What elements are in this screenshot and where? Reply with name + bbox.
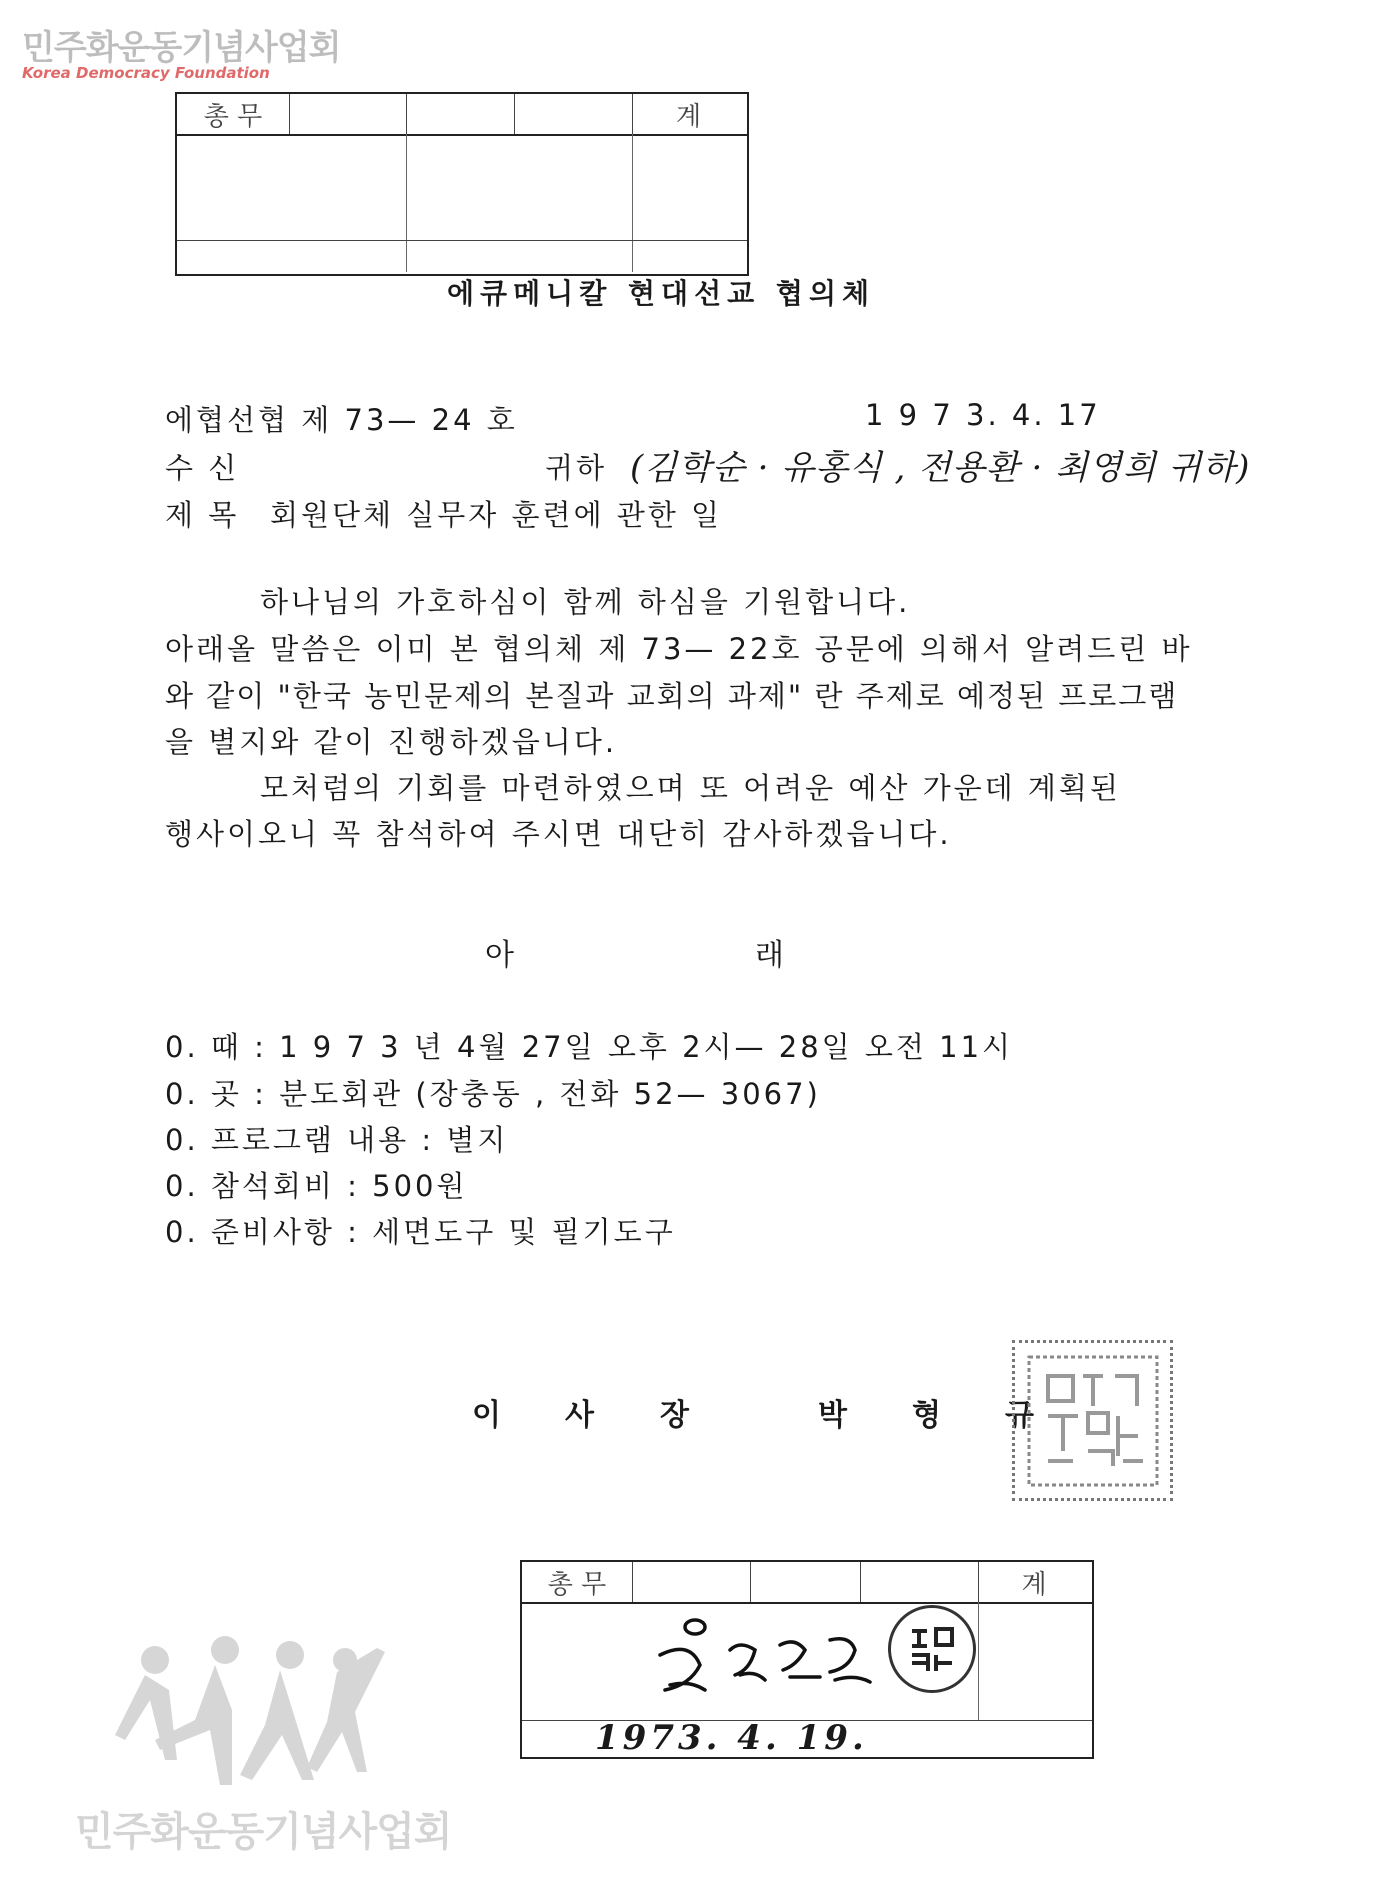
body-line-3: 와 같이 "한국 농민문제의 본질과 교회의 과제" 란 주제로 예정된 프로그램: [165, 679, 1179, 713]
body-line-4: 을 별지와 같이 진행하겠읍니다.: [165, 725, 618, 759]
recipient-label: 수 신: [165, 451, 240, 485]
document-date: 1 9 7 3. 4. 17: [865, 398, 1101, 432]
routing-box-top: [175, 92, 749, 276]
routing-bottom-cell-5: 계: [1021, 1569, 1047, 1600]
section-title-b: 래: [755, 938, 784, 973]
section-title-a: 아: [485, 938, 514, 973]
watermark-bottom: 민주화운동기념사업회: [75, 1809, 452, 1855]
routing-bottom-cell-1: 총 무: [522, 1562, 633, 1602]
signature-name-1: 박: [818, 1398, 847, 1433]
routing-bottom-cell-2: [632, 1562, 751, 1602]
signature-title-3: 장: [660, 1398, 689, 1433]
body-line-1: 하나님의 가호하심이 함께 하심을 기원합니다.: [260, 585, 911, 619]
watermark-korean: 민주화운동기념사업회: [22, 28, 341, 68]
signature-title-2: 사: [565, 1398, 594, 1433]
body-line-5: 모처럼의 기회를 마련하였으며 또 어려운 예산 가운데 계획된: [260, 771, 1121, 805]
item-fee: 0. 참석회비 : 500원: [165, 1169, 468, 1203]
item-time: 0. 때 : 1 9 7 3 년 4월 27일 오후 2시— 28일 오전 11시: [165, 1030, 1014, 1064]
routing-cell-3: [406, 94, 515, 134]
item-program: 0. 프로그램 내용 : 별지: [165, 1123, 509, 1157]
routing-cell-5: 계: [675, 101, 702, 132]
subject-text: 회원단체 실무자 훈련에 관한 일: [270, 498, 723, 532]
recipient-honorific: 귀하: [545, 451, 608, 485]
watermark-figure: [75, 1620, 405, 1800]
item-place: 0. 곳 : 분도회관 (장충동 , 전화 52— 3067): [165, 1077, 821, 1111]
body-line-6: 행사이오니 꼭 참석하여 주시면 대단히 감사하겠읍니다.: [165, 817, 952, 851]
routing-cell-4: [514, 94, 633, 134]
subject-label: 제 목: [165, 498, 240, 532]
signature-name-2: 형: [912, 1398, 941, 1433]
signature-name-3: 규: [1005, 1398, 1034, 1433]
organization-name: 에큐메니칼 현대선교 협의체: [447, 277, 876, 310]
routing-bottom-cell-3: [750, 1562, 861, 1602]
routing-bottom-cell-4: [860, 1562, 979, 1602]
body-line-2: 아래올 말씀은 이미 본 협의체 제 73— 22호 공문에 의해서 알려드린 바: [165, 632, 1193, 666]
watermark-english: Korea Democracy Foundation: [22, 64, 270, 82]
recipient-handwritten: (김학순 · 유홍식 , 전용환 · 최영희 귀하): [630, 448, 1251, 488]
official-seal: [1012, 1340, 1173, 1501]
routing-cell-1: 총 무: [177, 94, 290, 134]
personal-seal: [888, 1605, 976, 1693]
handwritten-signature: [640, 1615, 900, 1709]
routing-cell-2: [289, 94, 407, 134]
routing-bottom-date: 1973. 4. 19.: [595, 1718, 868, 1758]
document-number: 에협선협 제 73— 24 호: [165, 403, 518, 437]
signature-title-1: 이: [472, 1398, 501, 1433]
item-preparation: 0. 준비사항 : 세면도구 및 필기도구: [165, 1215, 676, 1249]
